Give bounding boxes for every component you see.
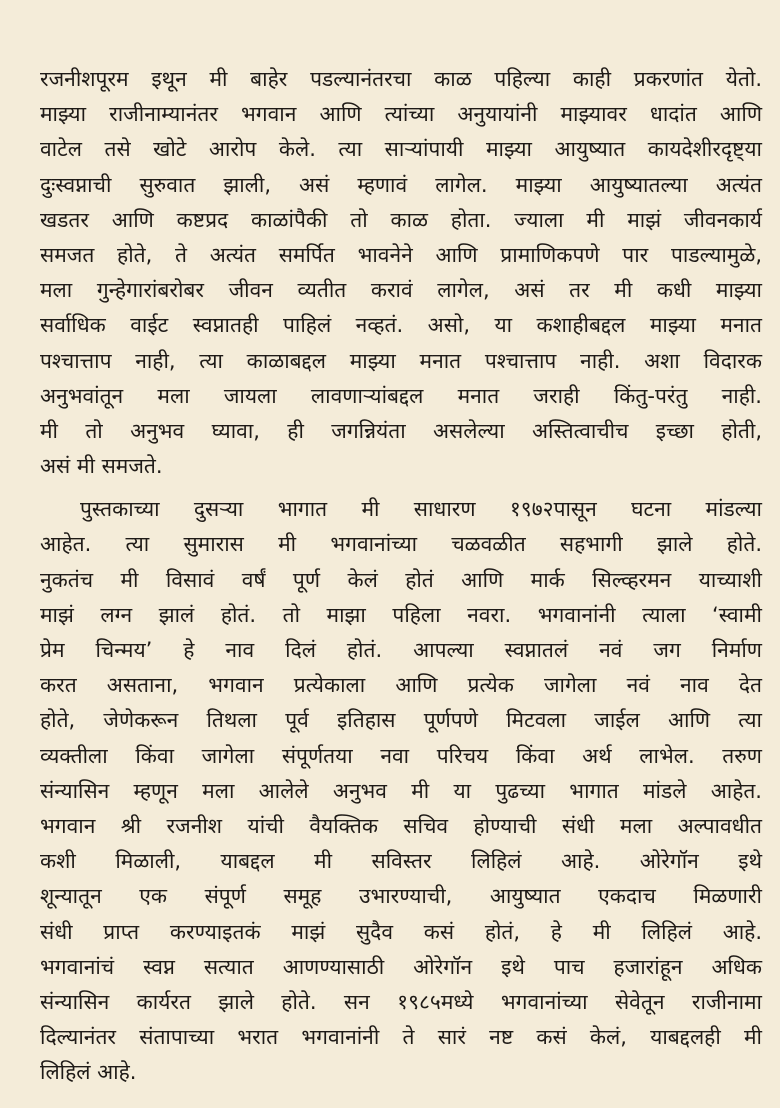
text-line: होते, जेणेकरून तिथला पूर्व इतिहास पूर्णपणे मिटवला जाईल आणि त्या (40, 708, 762, 733)
text-line: खडतर आणि कष्टप्रद काळांपैकी तो काळ होता. ज्याला मी माझं जीवनकार्य (40, 207, 762, 232)
text-line: संन्यासिन म्हणून मला आलेले अनुभव मी या पुढच्या भागात मांडले आहेत. (40, 778, 762, 803)
text-line: माझ्या राजीनाम्यानंतर भगवान आणि त्यांच्या अनुयायांनी माझ्यावर धादांत आणि (40, 102, 762, 127)
text-line: करत असताना, भगवान प्रत्येकाला आणि प्रत्येक जागेला नवं नाव देत (40, 673, 762, 698)
text-line: वाटेल तसे खोटे आरोप केले. त्या साऱ्यांपायी माझ्या आयुष्यात कायदेशीरदृष्ट्या (40, 137, 762, 162)
text-line: माझं लग्न झालं होतं. तो माझा पहिला नवरा. भगवानांनी त्याला ‘स्वामी (40, 602, 762, 627)
text-line: संन्यासिन कार्यरत झाले होते. सन १९८५मध्ये भगवानांच्या सेवेतून राजीनामा (40, 989, 762, 1014)
text-line: समजत होते, ते अत्यंत समर्पित भावनेने आणि प्रामाणिकपणे पार पाडल्यामुळे, (40, 242, 762, 267)
text-line: प्रेम चिन्मय’ हे नाव दिलं होतं. आपल्या स्वप्नातलं नवं जग निर्माण (40, 638, 762, 662)
text-line: अनुभवांतून मला जायला लावणाऱ्यांबद्दल मनात जराही किंतु-परंतु नाही. (40, 383, 762, 408)
text-line: दिल्यानंतर संतापाच्या भरात भगवानांनी ते सारं नष्ट कसं केलं, याबद्दलही मी (40, 1025, 762, 1050)
text-line: पश्चात्ताप नाही, त्या काळाबद्दल माझ्या मनात पश्चात्ताप नाही. अशा विदारक (40, 348, 762, 373)
text-line: रजनीशपूरम इथून मी बाहेर पडल्यानंतरचा काळ पहिल्या काही प्रकरणांत येतो. (40, 67, 762, 91)
text-line: असं मी समजते. (40, 454, 163, 479)
text-line: संधी प्राप्त करण्याइतकं माझं सुदैव कसं होतं, हे मी लिहिलं आहे. (40, 919, 762, 944)
document-page (40, 62, 762, 1090)
paragraph-2 (40, 492, 762, 1090)
text-line: सर्वाधिक वाईट स्वप्नातही पाहिलं नव्हतं. असो, या कशाहीबद्दल माझ्या मनात (40, 313, 762, 338)
text-line: कशी मिळाली, याबद्दल मी सविस्तर लिहिलं आहे. ओरेगॉन इथे (40, 849, 762, 874)
text-line: दुःस्वप्नाची सुरुवात झाली, असं म्हणावं लागेल. माझ्या आयुष्यातल्या अत्यंत (40, 172, 762, 197)
text-line: लिहिलं आहे. (40, 1060, 137, 1085)
text-line: आहेत. त्या सुमारास मी भगवानांच्या चळवळीत सहभागी झाले होते. (40, 532, 762, 557)
text-line: व्यक्तीला किंवा जागेला संपूर्णतया नवा परिचय किंवा अर्थ लाभेल. तरुण (40, 743, 762, 768)
text-line: मी तो अनुभव घ्यावा, ही जगन्नियंता असलेल्या अस्तित्वाचीच इच्छा होती, (40, 418, 762, 443)
text-line: भगवानांचं स्वप्न सत्यात आणण्यासाठी ओरेगॉन इथे पाच हजारांहून अधिक (40, 954, 762, 979)
paragraph-1 (40, 62, 762, 484)
text-line: शून्यातून एक संपूर्ण समूह उभारण्याची, आयुष्यात एकदाच मिळणारी (40, 884, 762, 909)
text-line: भगवान श्री रजनीश यांची वैयक्तिक सचिव होण्याची संधी मला अल्पावधीत (40, 813, 762, 838)
text-line: पुस्तकाच्या दुसऱ्या भागात मी साधारण १९७२पासून घटना मांडल्या (80, 497, 762, 522)
text-line: मला गुन्हेगारांबरोबर जीवन व्यतीत करावं लागेल, असं तर मी कधी माझ्या (40, 278, 762, 303)
text-line: नुकतंच मी विसावं वर्षं पूर्ण केलं होतं आणि मार्क सिल्व्हरमन याच्याशी (40, 567, 762, 592)
